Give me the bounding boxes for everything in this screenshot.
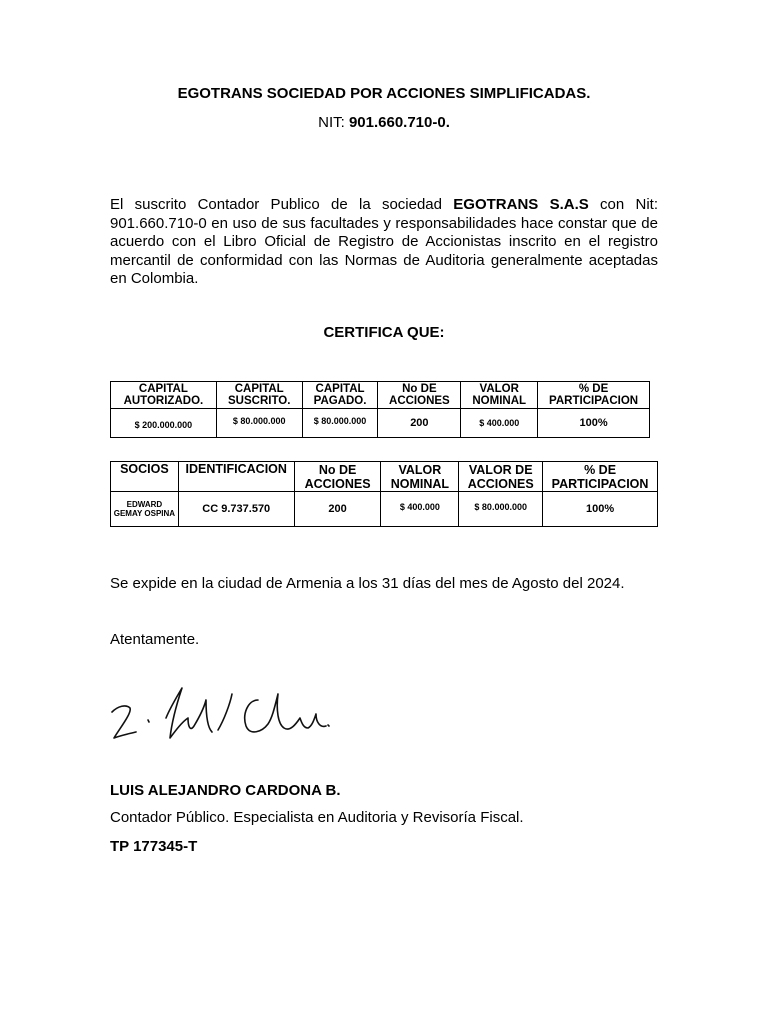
company-title: EGOTRANS SOCIEDAD POR ACCIONES SIMPLIFICADAS. [177, 85, 591, 102]
cell-socio: EDWARD GEMAY OSPINA [111, 492, 179, 527]
table-row [111, 492, 658, 527]
header-capital-suscrito: CAPITAL SUSCRITO. [216, 382, 302, 409]
socios-table-header [111, 462, 658, 492]
signer-name: LUIS ALEJANDRO CARDONA B. [110, 782, 341, 799]
cell-valor-nominal: $ 400.000 [381, 492, 459, 527]
header-valor-nominal: VALOR NOMINAL [461, 382, 538, 409]
nit-line [0, 114, 768, 131]
header-valor-nominal: VALOR NOMINAL [381, 462, 459, 492]
capital-table-header [111, 382, 650, 409]
socios-table [110, 461, 658, 527]
header-no-acciones: No DE ACCIONES [378, 382, 461, 409]
intro-paragraph [110, 196, 658, 289]
intro-part-1: El suscrito Contador Publico de la sociedad [110, 196, 454, 213]
cell-valor-acciones: $ 80.000.000 [459, 492, 543, 527]
cell-identificacion: CC 9.737.570 [178, 492, 294, 527]
header-no-acciones: No DE ACCIONES [294, 462, 381, 492]
cell-capital-autorizado: $ 200.000.000 [111, 409, 217, 438]
cell-valor-nominal: $ 400.000 [461, 409, 538, 438]
cell-no-acciones: 200 [378, 409, 461, 438]
nit-value: 901.660.710-0. [348, 114, 450, 131]
header-valor-acciones: VALOR DE ACCIONES [459, 462, 543, 492]
nit-label: NIT: [318, 114, 349, 131]
table-row [111, 409, 650, 438]
cell-participacion: 100% [538, 409, 650, 438]
capital-table [110, 381, 650, 438]
signature [108, 680, 343, 750]
issue-statement: Se expide en la ciudad de Armenia a los 31 días del mes de Agosto del 2024. [110, 575, 625, 592]
header-capital-autorizado: CAPITAL AUTORIZADO. [111, 382, 217, 409]
cell-participacion: 100% [543, 492, 658, 527]
intro-company: EGOTRANS S.A.S [453, 196, 589, 213]
cell-capital-suscrito: $ 80.000.000 [216, 409, 302, 438]
header-identificacion: IDENTIFICACION [178, 462, 294, 492]
header-participacion: % DE PARTICIPACION [538, 382, 650, 409]
signer-tp: TP 177345-T [110, 838, 198, 855]
header-capital-pagado: CAPITAL PAGADO. [302, 382, 378, 409]
signer-role: Contador Público. Especialista en Auditoria y Revisoría Fiscal. [110, 809, 524, 826]
cell-capital-pagado: $ 80.000.000 [302, 409, 378, 438]
closing: Atentamente. [110, 631, 200, 648]
header-socios: SOCIOS [111, 462, 179, 492]
certifica-heading: CERTIFICA QUE: [323, 324, 445, 341]
cell-no-acciones: 200 [294, 492, 381, 527]
header-participacion: % DE PARTICIPACION [543, 462, 658, 492]
intro-part-2: con Nit: 901.660.710-0 en uso de sus facultades y responsabilidades hace constar que de acuerdo con el Libro Oficial de Registro de Accionistas inscrito en el registro mercantil de conformidad con las Normas de Auditoria generalmente aceptadas en Colombia. [110, 196, 658, 287]
